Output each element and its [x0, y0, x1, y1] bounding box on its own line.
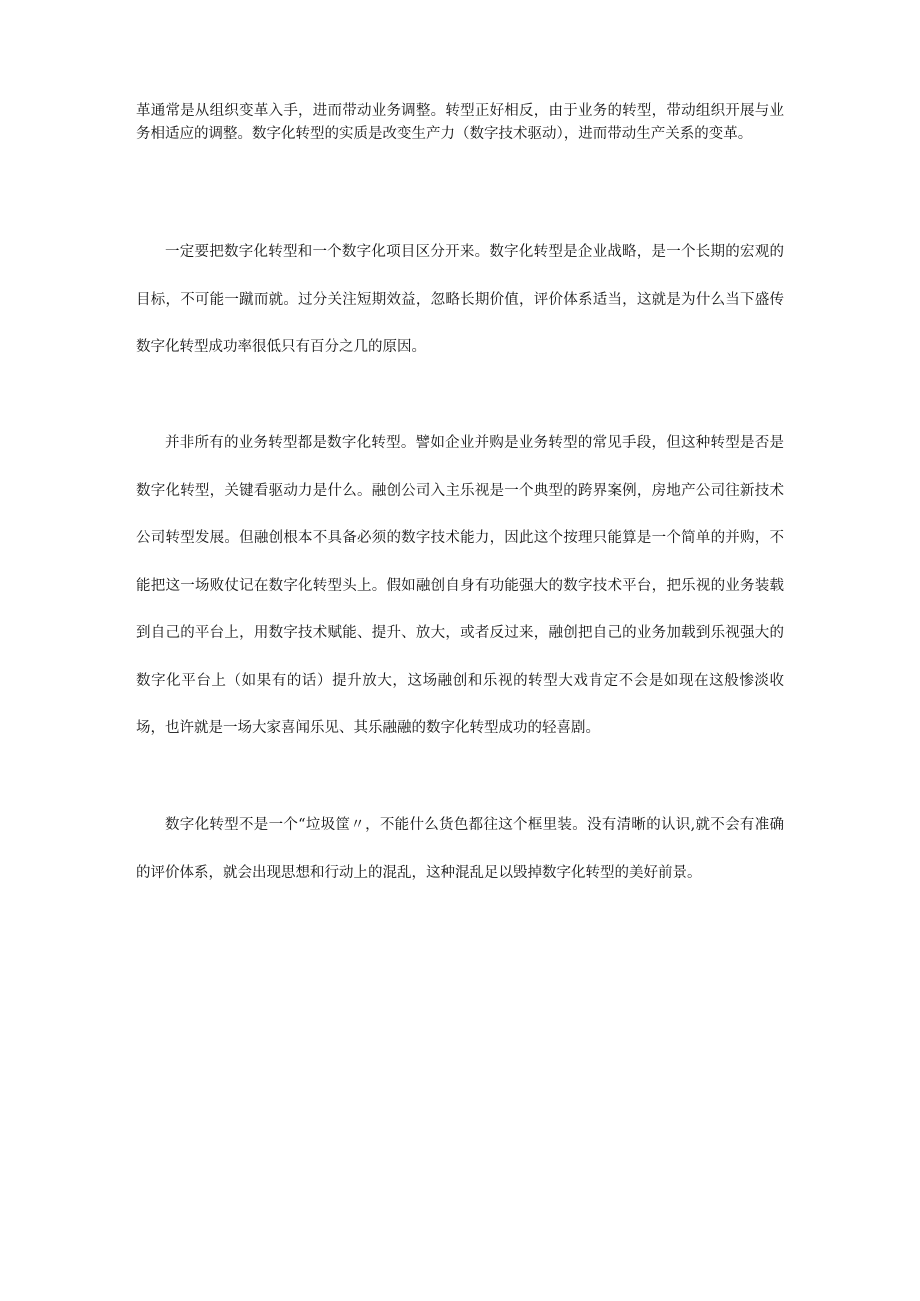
paragraph-2: 一定要把数字化转型和一个数字化项目区分开来。数字化转型是企业战略，是一个长期的宏观的目标，不可能一蹴而就。过分关注短期效益，忽略长期价值，评价体系适当，这就是为什么当下盛传数字化转型成功率很低只有百分之几的原因。: [136, 244, 784, 355]
paragraph-1: 革通常是从组织变革入手，进而带动业务调整。转型正好相反，由于业务的转型，带动组织开展与业务相适应的调整。数字化转型的实质是改变生产力（数字技术驱动），进而带动生产关系的变革。: [136, 103, 784, 142]
paragraph-3: 并非所有的业务转型都是数字化转型。譬如企业并购是业务转型的常见手段，但这种转型是否是数字化转型，关键看驱动力是什么。融创公司入主乐视是一个典型的跨界案例，房地产公司往新技术公司转型发展。但融创根本不具备必须的数字技术能力，因此这个按理只能算是一个简单的并购，不能把这一场败仗记在数字化转型头上。假如融创自身有功能强大的数字技术平台，把乐视的业务装载到自己的平台上，用数字技术赋能、提升、放大，或者反过来，融创把自己的业务加载到乐视强大的数字化平台上（如果有的话）提升放大，这场融创和乐视的转型大戏肯定不会是如现在这般惨淡收场，也许就是一场大家喜闻乐见、其乐融融的数字化转型成功的轻喜剧。: [136, 435, 784, 736]
paragraph-4: 数字化转型不是一个“垃圾筐〃，不能什么货色都往这个框里装。没有清晰的认识,就不会有准确的评价体系，就会出现思想和行动上的混乱，这种混乱足以毁掉数字化转型的美好前景。: [136, 817, 784, 881]
